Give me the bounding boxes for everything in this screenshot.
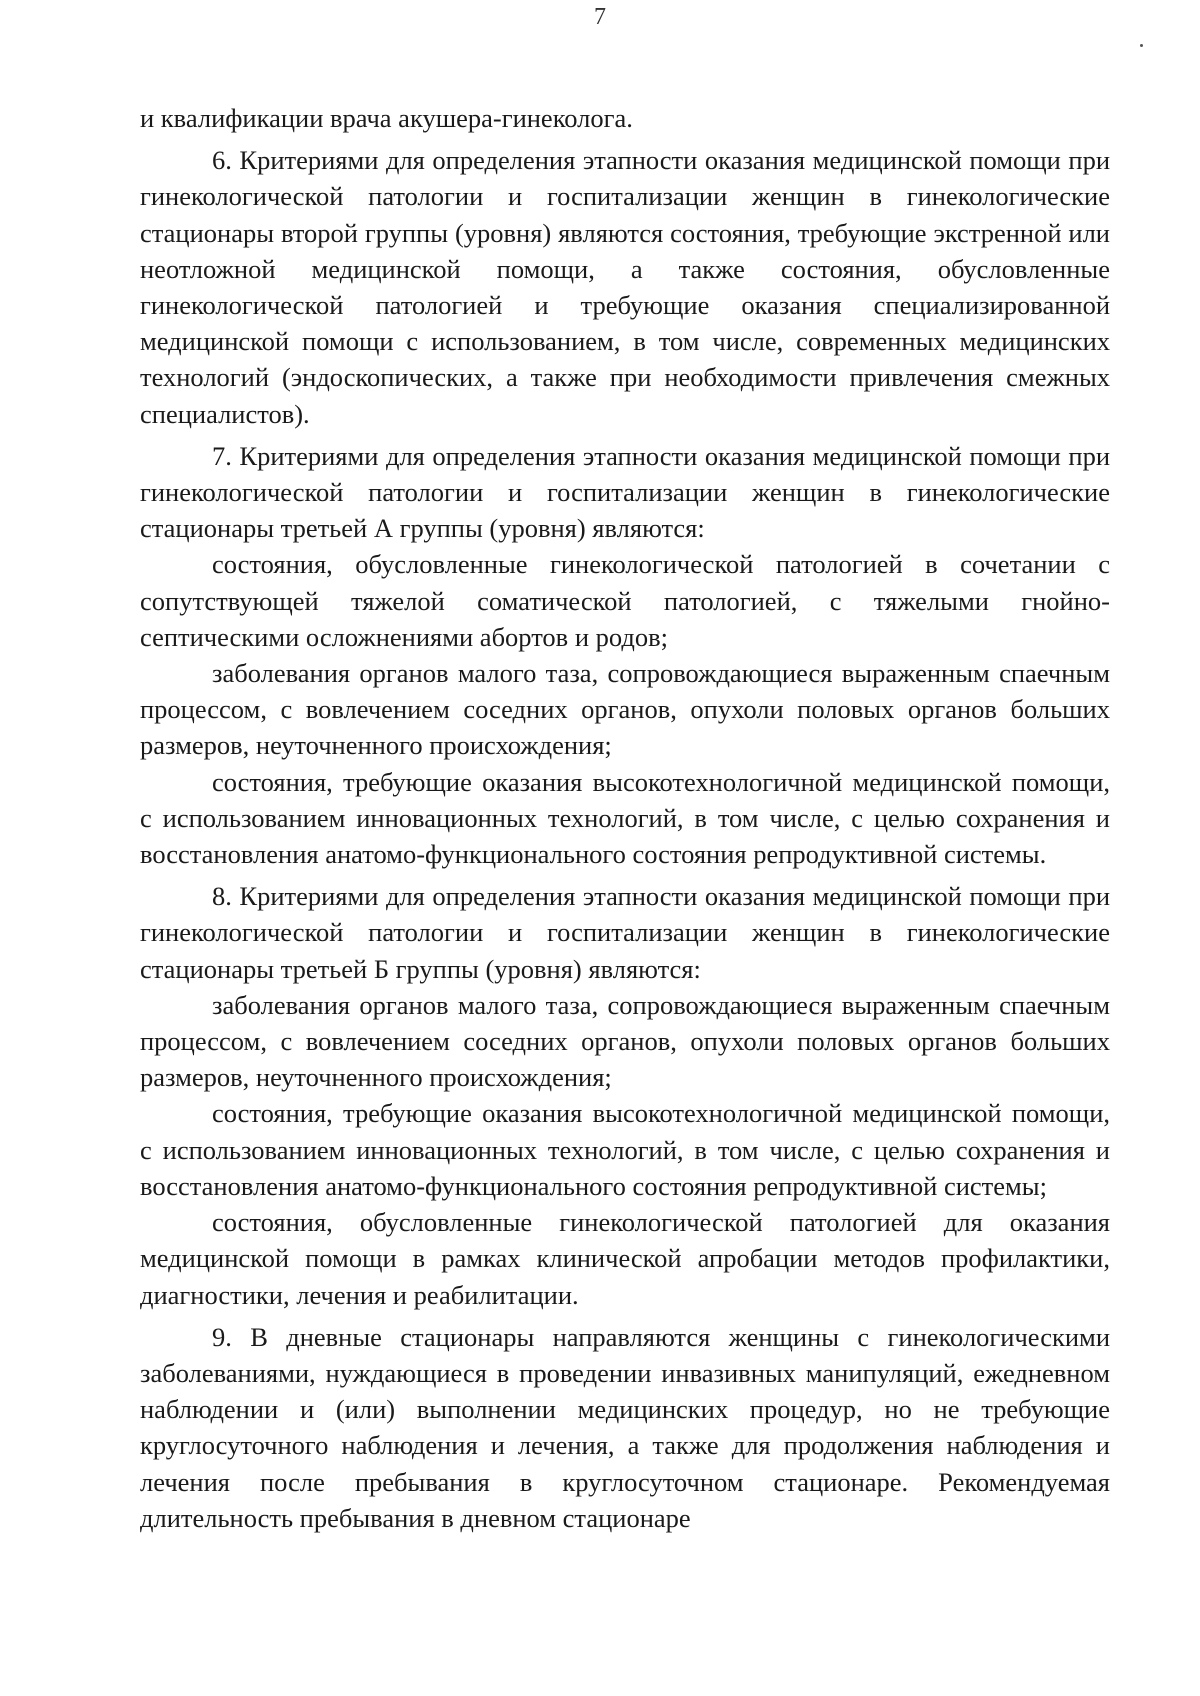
paragraph-item-7-criterion-3: состояния, требующие оказания высокотехнологичной медицинской помощи, с использованием инновационных технологий, в том числе, с целью сохранения и восстановления анатомо-функционального состояния репродуктивной системы. (140, 766, 1110, 870)
paragraph-item-7-criterion-2: заболевания органов малого таза, сопровождающиеся выраженным спаечным процессом, с вовлечением соседних органов, опухоли половых органов больших размеров, неуточненного происхождения; (140, 658, 1110, 761)
paragraph-item-8: 8. Критериями для определения этапности оказания медицинской помощи при гинекологической патологии и госпитализации женщин в гинекологические стационары третьей Б группы (уровня) являются: (140, 881, 1110, 984)
page-number: 7 (594, 4, 606, 30)
scan-mark (1140, 44, 1143, 47)
paragraph-item-8-criterion-3: состояния, обусловленные гинекологической патологией для оказания медицинской помощи в рамках клинической апробации методов профилактики, диагностики, лечения и реабилитации. (140, 1207, 1110, 1310)
paragraph-item-6: 6. Критериями для определения этапности оказания медицинской помощи при гинекологической патологии и госпитализации женщин в гинекологические стационары второй группы (уровня) являются состояния, требующие экстренной или неотложной медицинской помощи, а также состояния, обусловленные гинекологической патологией и требующие оказания специализированной медицинской помощи с использованием, в том числе, современных медицинских технологий (эндоскопических, а также при необходимости привлечения смежных специалистов). (140, 145, 1110, 429)
paragraph-item-8-criterion-2: состояния, требующие оказания высокотехнологичной медицинской помощи, с использованием инновационных технологий, в том числе, с целью сохранения и восстановления анатомо-функционального состояния репродуктивной системы; (140, 1098, 1110, 1201)
paragraph-item-7-criterion-1: состояния, обусловленные гинекологической патологией в сочетании с сопутствующей тяжелой соматической патологией, с тяжелыми гнойно-септическими осложнениями абортов и родов; (140, 549, 1110, 652)
document-body (140, 100, 1110, 1536)
paragraph-item-8-criterion-1: заболевания органов малого таза, сопровождающиеся выраженным спаечным процессом, с вовлечением соседних органов, опухоли половых органов больших размеров, неуточненного происхождения; (140, 989, 1110, 1093)
paragraph-item-9: 9. В дневные стационары направляются женщины с гинекологическими заболеваниями, нуждающиеся в проведении инвазивных манипуляций, ежедневном наблюдении и (или) выполнении медицинских процедур, но не требующие круглосуточного наблюдения и лечения, а также для продолжения наблюдения и лечения после пребывания в круглосуточном стационаре. Рекомендуемая длительность пребывания в дневном стационаре (140, 1321, 1110, 1533)
paragraph-continuation: и квалификации врача акушера-гинеколога. (140, 103, 633, 133)
paragraph-item-7: 7. Критериями для определения этапности оказания медицинской помощи при гинекологической патологии и госпитализации женщин в гинекологические стационары третьей А группы (уровня) являются: (140, 440, 1110, 544)
